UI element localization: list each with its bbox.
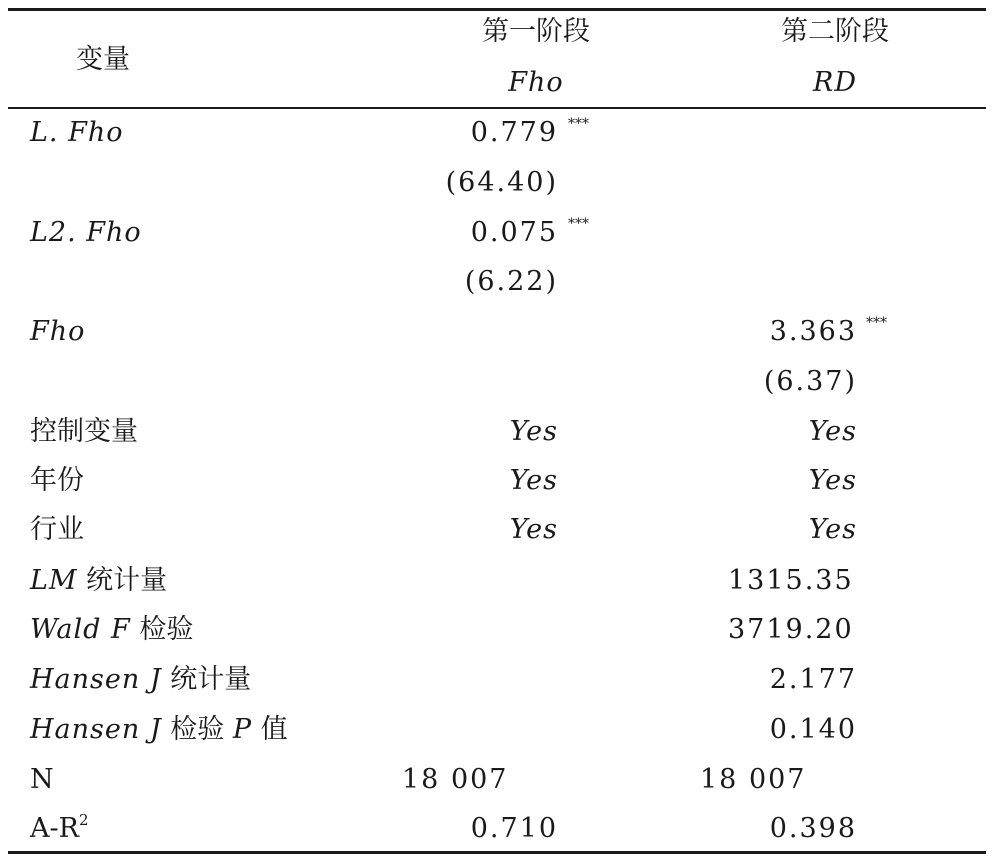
sig-stars-col2: *** — [866, 315, 887, 331]
row-label: L2. Fho — [30, 217, 142, 248]
row-label-text: 统计量 — [170, 664, 252, 695]
header-col1-dependent: Fho — [508, 67, 564, 98]
row-label: 年份 — [30, 465, 84, 496]
row-label: N — [30, 764, 54, 795]
value-col2: Yes — [808, 465, 857, 496]
row-label-text: 检验 — [139, 614, 194, 645]
row-label-text: 检验 — [170, 714, 225, 745]
value-col1: Yes — [509, 514, 558, 545]
header-col2-dependent: RD — [813, 67, 857, 98]
value-col2: 2.177 — [769, 664, 857, 695]
value-col2: Yes — [808, 514, 857, 545]
row-label: L. Fho — [30, 117, 124, 148]
row-label — [30, 614, 193, 646]
row-label-italic: Wald F — [30, 614, 131, 645]
value-col1: Yes — [509, 416, 558, 447]
row-label — [30, 565, 167, 597]
value-col2: 18 007 — [700, 764, 807, 795]
coef-col1: 0.779 — [470, 117, 558, 148]
header-variable: 变量 — [76, 44, 130, 75]
coef-col1: 0.075 — [470, 217, 558, 248]
tstat-col2: (6.37) — [763, 366, 857, 397]
row-label-superscript: 2 — [78, 811, 89, 829]
row-label-italic: P — [232, 714, 253, 745]
row-label-text: A-R — [30, 813, 79, 844]
sig-stars-col1: *** — [568, 116, 589, 132]
value-col1: 0.710 — [470, 813, 558, 844]
value-col2: 0.140 — [769, 714, 857, 745]
row-label: 行业 — [30, 514, 84, 545]
value-col2: Yes — [808, 416, 857, 447]
header-col1-stage: 第一阶段 — [482, 16, 590, 47]
row-label-italic: Hansen J — [30, 714, 162, 745]
row-label — [30, 813, 89, 845]
row-label: Fho — [30, 316, 86, 347]
row-label-text: 值 — [260, 714, 288, 745]
value-col2: 3719.20 — [728, 614, 854, 645]
sig-stars-col1: *** — [568, 216, 589, 232]
header-col2-stage: 第二阶段 — [781, 16, 889, 47]
row-label-text: 统计量 — [86, 565, 168, 596]
row-label: 控制变量 — [30, 416, 138, 447]
row-label — [30, 664, 251, 696]
coef-col2: 3.363 — [769, 316, 857, 347]
value-col2: 1315.35 — [728, 565, 854, 596]
bottom-rule — [8, 851, 986, 854]
value-col2: 0.398 — [769, 813, 857, 844]
row-label — [30, 714, 288, 746]
row-label-italic: LM — [30, 565, 78, 596]
top-rule — [8, 8, 986, 11]
value-col1: 18 007 — [402, 764, 509, 795]
tstat-col1: (64.40) — [445, 167, 558, 198]
tstat-col1: (6.22) — [464, 266, 558, 297]
value-col1: Yes — [509, 465, 558, 496]
row-label-italic: Hansen J — [30, 664, 162, 695]
header-rule — [8, 107, 986, 109]
